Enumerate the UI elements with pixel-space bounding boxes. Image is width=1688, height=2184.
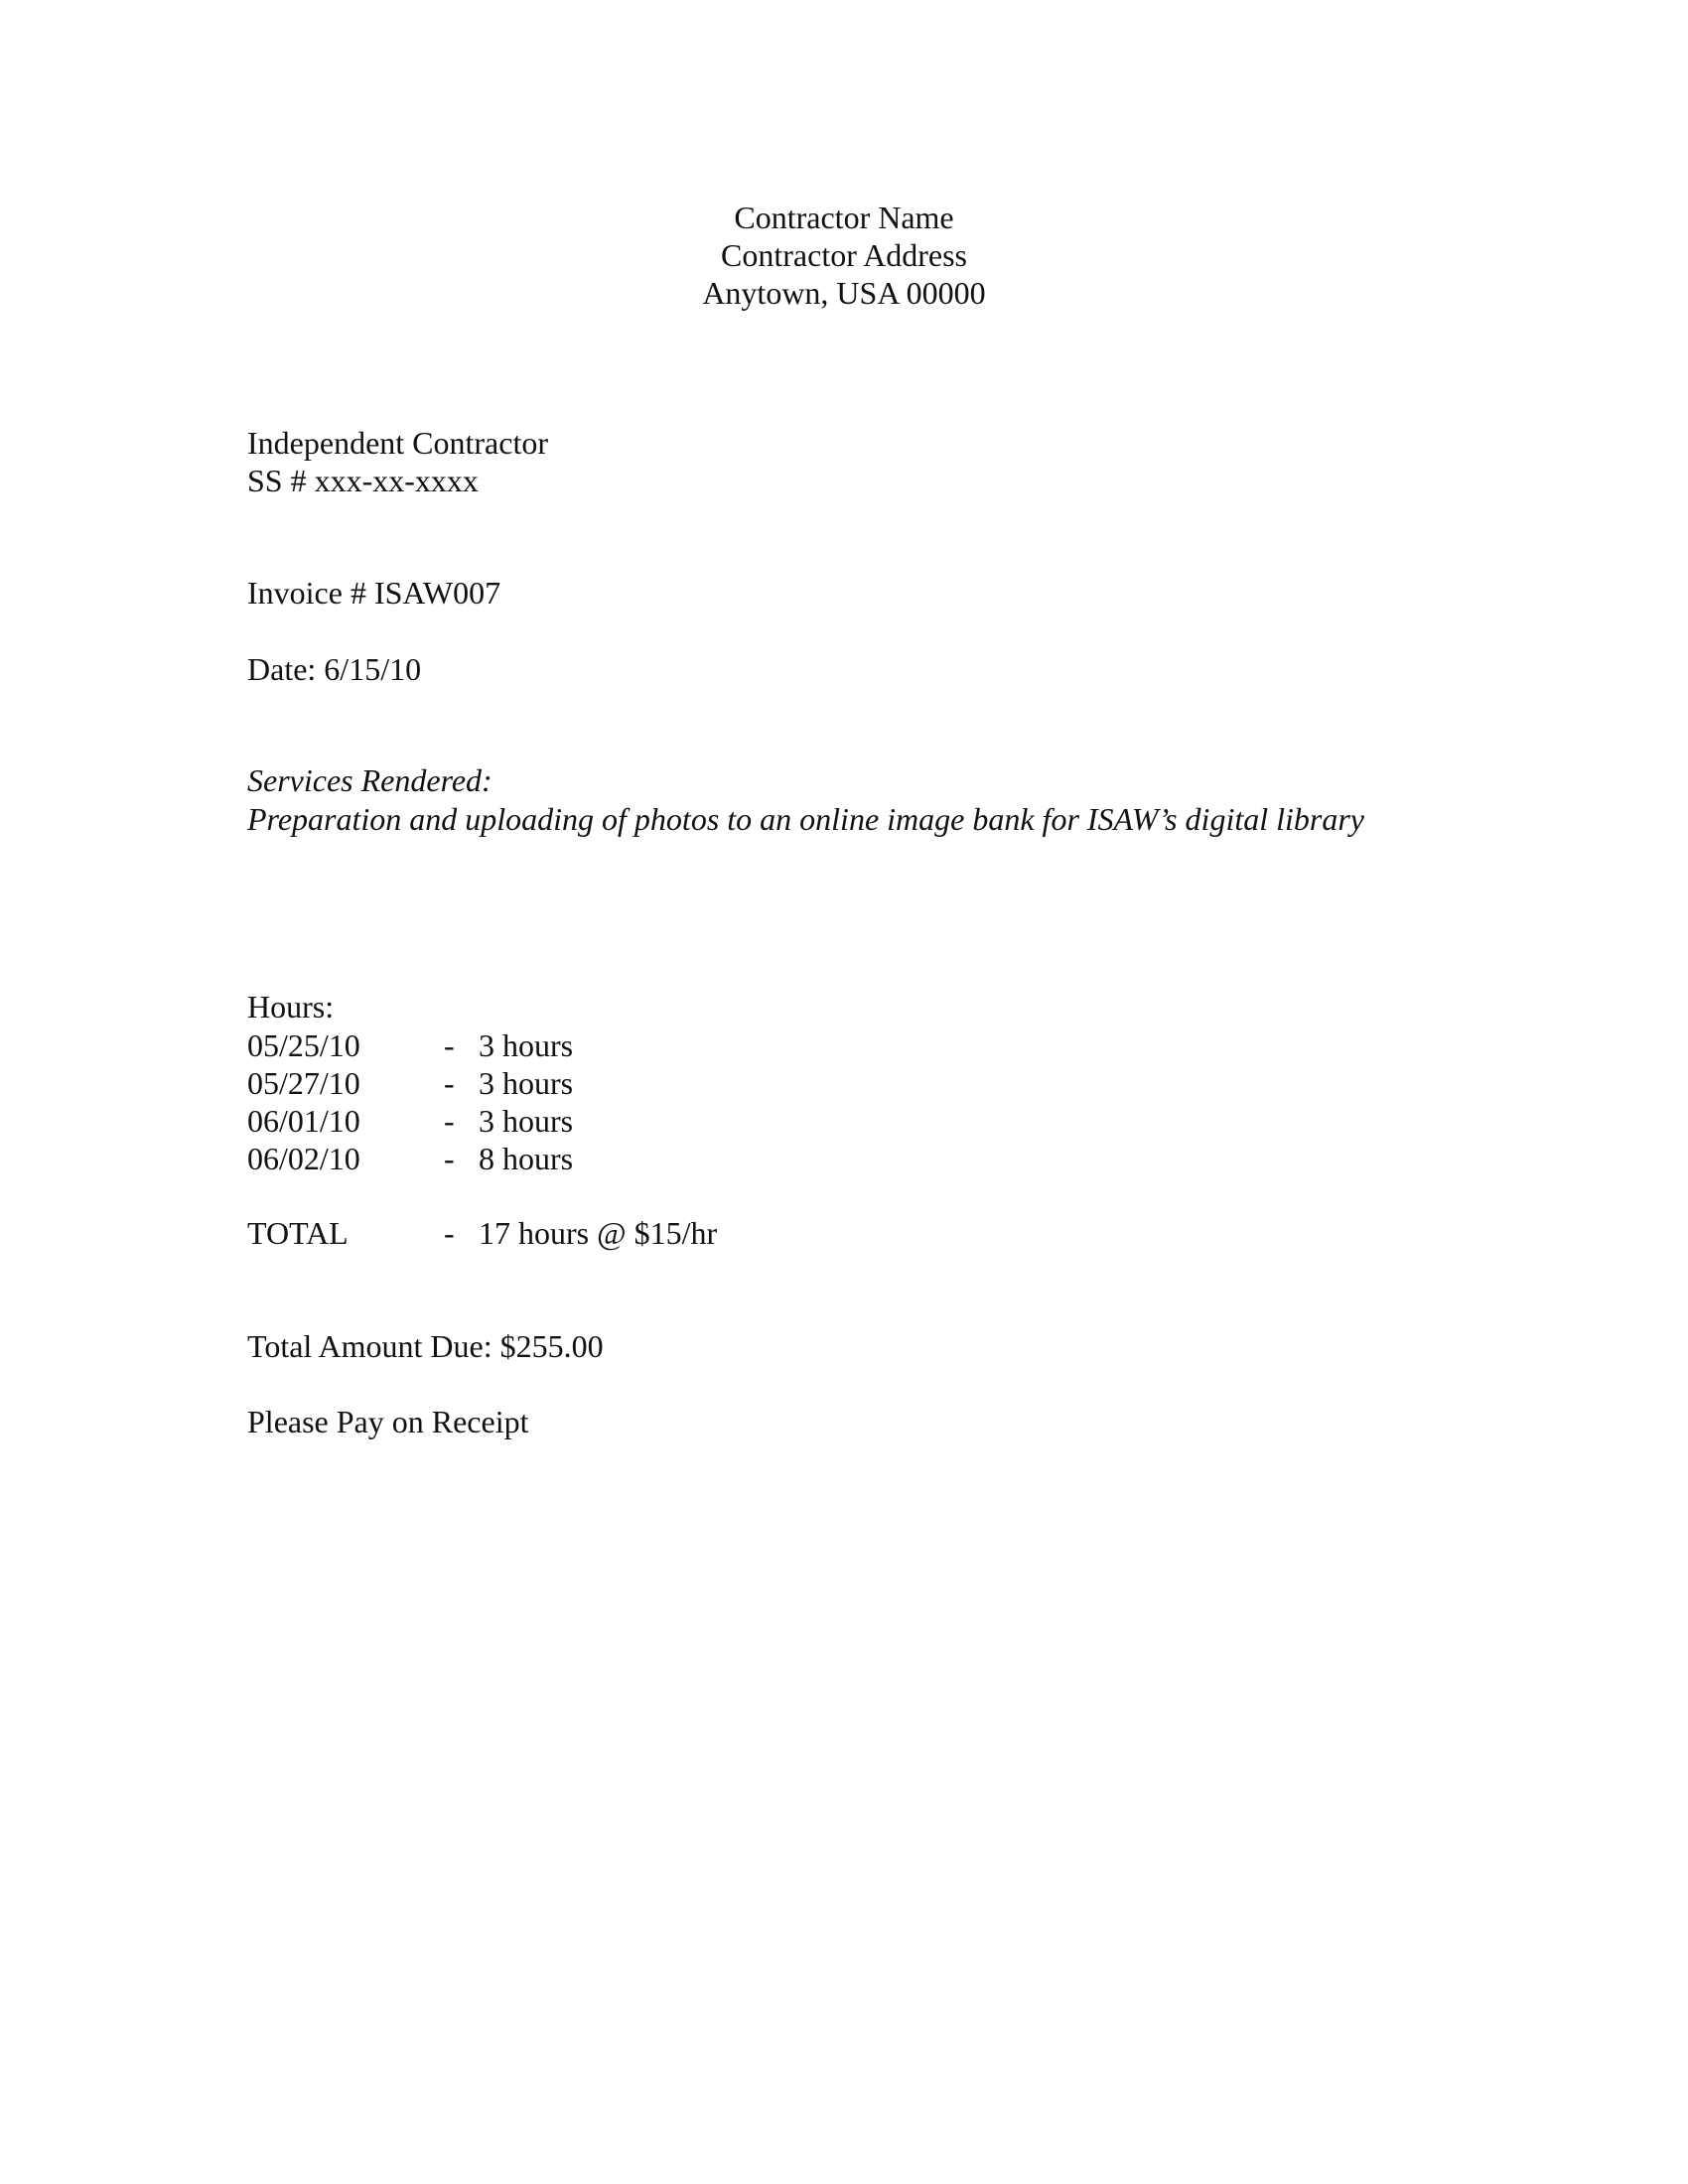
hours-row	[247, 1140, 1141, 1177]
invoice-date: Date: 6/15/10	[247, 651, 422, 687]
hours-row-date: 06/01/10	[247, 1103, 360, 1139]
contractor-address: Contractor Address	[721, 237, 967, 273]
invoice-number: Invoice # ISAW007	[247, 575, 501, 611]
hours-row-hours: 8 hours	[479, 1141, 574, 1176]
hours-row-separator: -	[444, 1103, 455, 1139]
hours-row-hours: 3 hours	[479, 1103, 574, 1139]
hours-row-date: 05/25/10	[247, 1027, 360, 1063]
ssn-line: SS # xxx-xx-xxxx	[247, 463, 479, 498]
total-amount-due: Total Amount Due: $255.00	[247, 1328, 604, 1364]
services-label: Services Rendered:	[247, 762, 492, 798]
hours-label: Hours:	[247, 989, 335, 1024]
hours-row	[247, 1064, 1141, 1102]
services-description: Preparation and uploading of photos to an online image bank for ISAW’s digital library	[247, 801, 1364, 837]
hours-total-value: 17 hours @ $15/hr	[479, 1215, 718, 1251]
hours-total-label: TOTAL	[247, 1215, 349, 1251]
hours-total-separator: -	[444, 1215, 455, 1251]
hours-row	[247, 1102, 1141, 1140]
payment-terms: Please Pay on Receipt	[247, 1404, 529, 1439]
hours-row-hours: 3 hours	[479, 1027, 574, 1063]
hours-row-date: 06/02/10	[247, 1141, 360, 1176]
hours-row-date: 05/27/10	[247, 1065, 360, 1101]
hours-row-separator: -	[444, 1065, 455, 1101]
hours-total-row	[247, 1214, 1141, 1252]
contractor-type: Independent Contractor	[247, 425, 548, 461]
hours-row-separator: -	[444, 1141, 455, 1176]
hours-row	[247, 1026, 1141, 1064]
contractor-name: Contractor Name	[734, 200, 954, 235]
hours-row-hours: 3 hours	[479, 1065, 574, 1101]
hours-row-separator: -	[444, 1027, 455, 1063]
contractor-city-state-zip: Anytown, USA 00000	[702, 275, 986, 311]
